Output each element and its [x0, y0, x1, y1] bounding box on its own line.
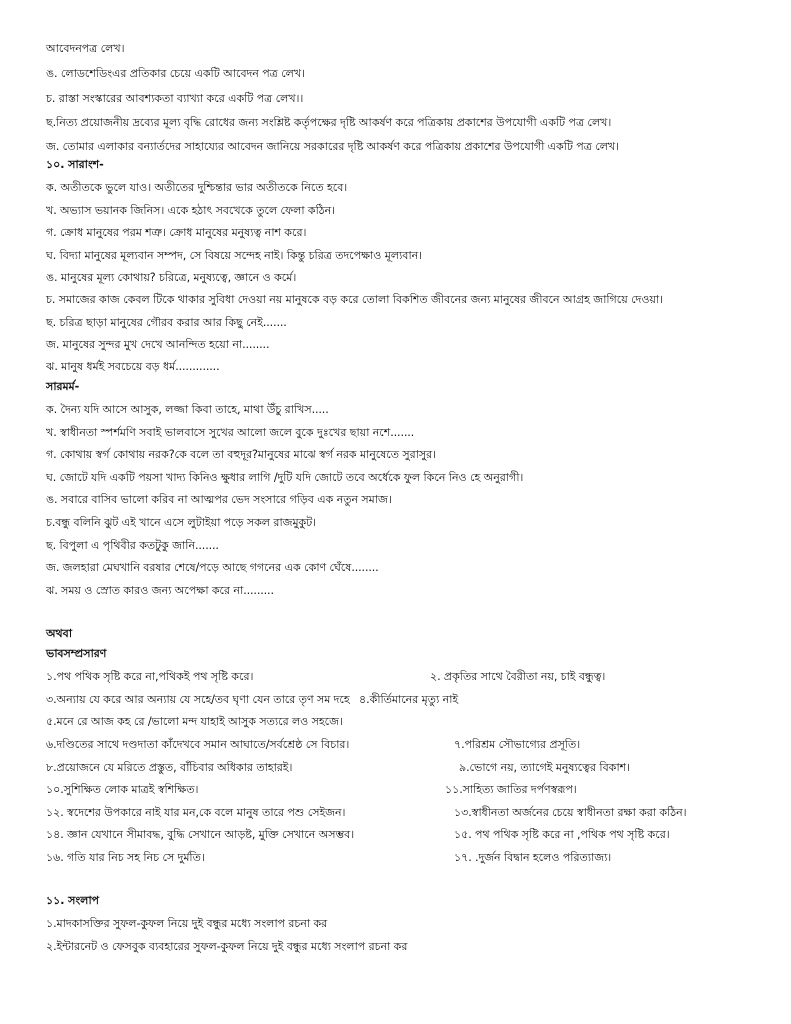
- dialogue-heading: ১১. সংলাপ: [46, 894, 99, 907]
- letter-item: ঙ. লোডশেডিংএর প্রতিকার চেয়ে একটি আবেদন পত্র লেখ।: [46, 67, 305, 80]
- expansion-item-right: ১১.সাহিত্য জাতির দর্পণস্বরূপ।: [445, 783, 577, 796]
- expansion-row: [46, 850, 612, 866]
- summary-heading: ১০. সারাংশ-: [46, 158, 104, 171]
- letter-item: আবেদনপত্র লেখ।: [46, 42, 125, 55]
- expansion-row: [46, 669, 606, 685]
- summary-item: ঙ. মানুষের মূল্য কোথায়? চরিত্রে, মনুষ্যত্বে, জ্ঞানে ও কর্মে।: [46, 271, 297, 284]
- gist-item: ঘ. জোটে যদি একটি পয়সা খাদ্য কিনিও ক্ষুধার লাগি /দুটি যদি জোটে তবে অর্ধেকে ফুল কিনে নিও হে অনুরাগী।: [46, 471, 524, 484]
- expansion-item-right: ১৫. পথ পথিক সৃষ্টি করে না ,পথিক পথ সৃষ্টি করে।: [454, 828, 670, 841]
- gist-item: খ. স্বাধীনতা স্পর্শমণি সবাই ভালবাসে সুখের আলো জলে বুকে দুঃখের ছায়া নশে.......: [46, 426, 415, 439]
- expansion-heading: ভাবসম্প্রসারণ: [46, 647, 107, 660]
- expansion-item-right: ১৭. .দুর্জন বিদ্বান হলেও পরিত্যাজ্য।: [454, 851, 612, 864]
- expansion-row: [46, 827, 670, 843]
- expansion-item-left: ৬.দণ্ডিতের সাথে দণ্ডদাতা কাঁদেখবে সমান আঘাতে/সর্বশ্রেষ্ঠ সে বিচার।: [46, 738, 350, 751]
- expansion-item-right: ২. প্রকৃতির সাথে বৈরীতা নয়, চাই বন্ধুত্ব।: [430, 670, 606, 683]
- expansion-item-left: ১৬. গতি যার নিচ সহ নিচ সে দুর্মতি।: [46, 851, 205, 864]
- dialogue-item: ১.মাদকাসক্তির সুফল-কুফল নিয়ে দুই বন্ধুর মধ্যে সংলাপ রচনা কর: [46, 917, 328, 930]
- expansion-item-right: ৭.পরিশ্রম সৌভাগ্যের প্রসূতি।: [454, 738, 581, 751]
- gist-item: ঝ. সময় ও স্রোত কারও জন্য অপেক্ষা করে না.........: [46, 584, 274, 597]
- gist-item: চ.বন্ধু বলিনি ঝুট এই খানে এসে লুটাইয়া পড়ে সকল রাজমুকুট।: [46, 516, 317, 529]
- expansion-item-left: ৫.মনে রে আজ কহ রে /ভালো মন্দ যাহাই আসুক সত্যরে লও সহজে।: [46, 715, 343, 728]
- summary-item: ছ. চরিত্র ছাড়া মানুষের গৌরব করার আর কিছু নেই.......: [46, 316, 287, 329]
- letter-item: জ. তোমার এলাকার বন্যার্তদের সাহায্যের আবেদন জানিয়ে সরকারের দৃষ্টি আকর্ষণ করে পত্রিকায় প্রকাশের উপযোগী একটি পত্র লেখ।: [46, 140, 619, 153]
- summary-item: ঝ. মানুষ ধর্মই সবচেয়ে বড় ধর্ম.............: [46, 360, 220, 373]
- expansion-row: [46, 782, 577, 798]
- gist-item: ছ. বিপুলা এ পৃথিবীর কতটুকু জানি.......: [46, 539, 219, 552]
- expansion-row: [46, 737, 581, 753]
- expansion-item-left: ৩.অন্যায় যে করে আর অন্যায় যে সহে/তব ঘৃণা যেন তারে তৃণ সম দহে: [46, 693, 350, 706]
- expansion-item-left: ১৪. জ্ঞান যেখানে সীমাবদ্ধ, বুদ্ধি সেখানে আড়ষ্ট, মুক্তি সেখানে অসম্ভব।: [46, 828, 355, 841]
- expansion-row: [46, 692, 458, 708]
- gist-item: ক. দৈন্য যদি আসে আসুক, লজ্জা কিবা তাহে, মাথা উঁচু রাখিস.....: [46, 403, 329, 416]
- dialogue-item: ২.ইন্টারনেট ও ফেসবুক ব্যবহারের সুফল-কুফল নিয়ে দুই বন্ধুর মধ্যে সংলাপ রচনা কর: [46, 940, 408, 953]
- expansion-item-left: ১.পথ পথিক সৃষ্টি করে না,পথিকই পথ সৃষ্টি করে।: [46, 670, 254, 683]
- expansion-item-right: ৯.ভোগে নয়, ত্যাগেই মনুষ্যত্বের বিকাশ।: [459, 761, 630, 774]
- expansion-item-left: ৮.প্রয়োজনে যে মরিতে প্রস্তুত, বাঁচিবার অধিকার তাহারই।: [46, 761, 293, 774]
- summary-item: ঘ. বিদ্যা মানুষের মূল্যবান সম্পদ, সে বিষয়ে সন্দেহ নাই। কিন্তু চরিত্র তদপেক্ষাও মূল্যবান।: [46, 249, 422, 262]
- summary-item: জ. মানুষের সুন্দর মুখ দেখে আনন্দিত হয়ো না........: [46, 338, 270, 351]
- gist-heading: সারমর্ম-: [46, 380, 80, 393]
- gist-item: জ. জলহারা মেঘখানি বরষার শেষে/পড়ে আছে গগনের এক কোণ ঘেঁষে........: [46, 561, 379, 574]
- expansion-item-right: ১৩.স্বাধীনতা অর্জনের চেয়ে স্বাধীনতা রক্ষা করা কঠিন।: [454, 806, 687, 819]
- summary-item: খ. অভ্যাস ভয়ানক জিনিস। একে হঠাৎ সবখেকে তুলে ফেলা কঠিন।: [46, 204, 336, 217]
- or-label: অথবা: [46, 627, 72, 640]
- summary-item: গ. ক্রোধ মানুষের পরম শত্রু। ক্রোধ মানুষের মনুষ্যত্ব নাশ করে।: [46, 226, 307, 239]
- gist-item: ঙ. সবারে বাসিব ভালো করিব না আত্মপর ভেদ সংসারে গড়িব এক নতুন সমাজ।: [46, 493, 392, 506]
- letter-item: চ. রাস্তা সংস্কারের আবশ্যকতা ব্যাখ্যা করে একটি পত্র লেখ।।: [46, 92, 304, 105]
- letter-item: ছ.নিত্য প্রয়োজনীয় দ্রব্যের মূল্য বৃদ্ধি রোধের জন্য সংশ্লিষ্ট কর্তৃপক্ষের দৃষ্টি আকর্ষণ করে পত্রিকায় প্রকাশের উপযোগী একটি পত্র লেখ।: [46, 116, 612, 129]
- expansion-row: [46, 760, 630, 776]
- expansion-item-left: ১০.সুশিক্ষিত লোক মাত্রই স্বশিক্ষিত।: [46, 783, 199, 796]
- expansion-item-left: ১২. স্বদেশের উপকারে নাই যার মন,কে বলে মানুষ তারে পশু সেইজন।: [46, 806, 346, 819]
- summary-item: ক. অতীতকে ভুলে যাও। অতীতের দুশ্চিন্তার ভার অতীতকে নিতে হবে।: [46, 181, 348, 194]
- summary-item: চ. সমাজের কাজ কেবল টিকে থাকার সুবিধা দেওয়া নয় মানুষকে বড় করে তোলা বিকশিত জীবনের জন্য মানুষের জীবনে আগ্রহ জাগিয়ে দেওয়া।: [46, 293, 663, 306]
- expansion-row: [46, 805, 687, 821]
- expansion-item-right: ৪.কীর্তিমানের মৃত্যু নাই: [359, 693, 459, 706]
- expansion-row: [46, 714, 343, 730]
- gist-item: গ. কোথায় স্বর্গ কোথায় নরক?কে বলে তা বহুদূর?মানুষের মাঝে স্বর্গ নরক মানুষেতে সুরাসুর।: [46, 448, 437, 461]
